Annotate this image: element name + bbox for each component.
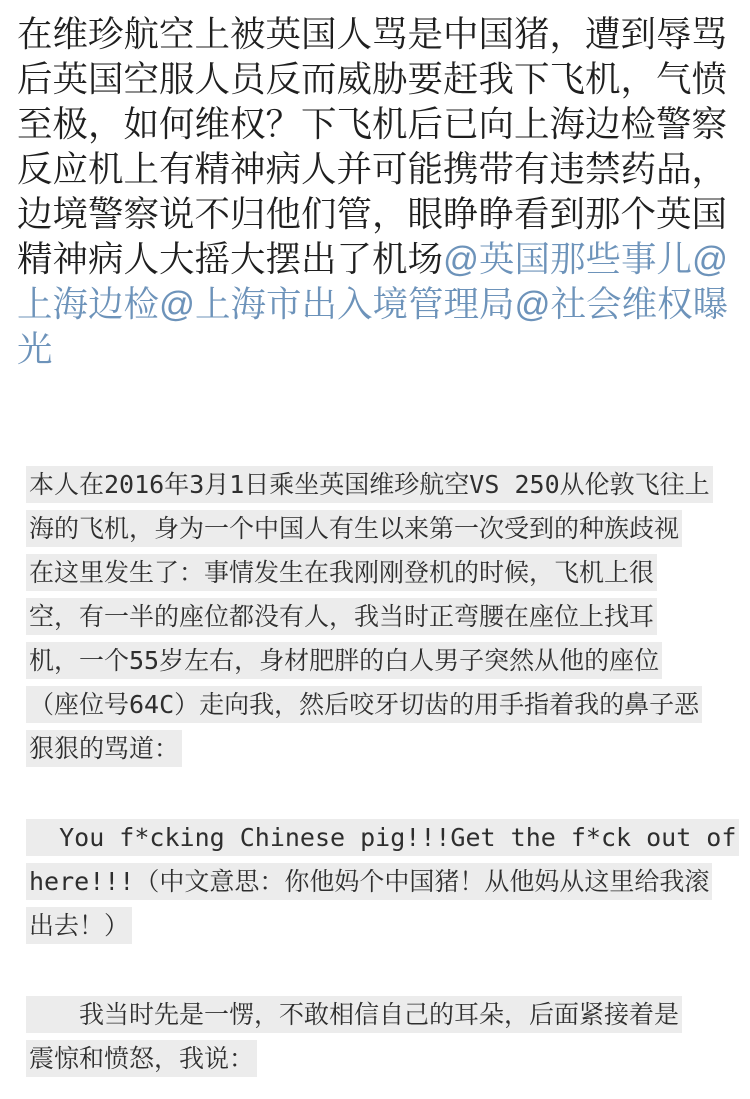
quoted-line-text: 海的飞机，身为一个中国人有生以来第一次受到的种族歧视 xyxy=(26,510,682,547)
quoted-line xyxy=(26,993,750,1037)
mention-link[interactable]: 上海边检@上海市出入境管理局@社会维权曝 xyxy=(17,284,729,324)
quoted-line-text: 本人在2016年3月1日乘坐英国维珍航空VS 250从伦敦飞往上 xyxy=(26,466,713,503)
quoted-line xyxy=(26,816,750,860)
quoted-line-text: 出去！） xyxy=(26,907,132,944)
post-text-segment: 在维珍航空上被英国人骂是中国猪，遭到辱骂 xyxy=(17,14,728,54)
post-text-line xyxy=(17,12,735,57)
quoted-line xyxy=(26,860,750,904)
post-text-line xyxy=(17,192,735,237)
quoted-line-text: You f*cking Chinese pig!!!Get the f*ck out of xyxy=(26,819,739,856)
post-text-line xyxy=(17,237,735,282)
quoted-line-text: 我当时先是一愣，不敢相信自己的耳朵，后面紧接着是 xyxy=(26,996,682,1033)
quoted-line xyxy=(26,551,750,595)
post-text-segment: 后英国空服人员反而威胁要赶我下飞机，气愤 xyxy=(17,59,728,99)
quoted-line xyxy=(26,1037,750,1081)
quoted-line xyxy=(26,904,750,948)
quoted-line-text: （座位号64C）走向我，然后咬牙切齿的用手指着我的鼻子恶 xyxy=(26,686,702,723)
mention-link[interactable]: @英国那些事儿@ xyxy=(443,239,729,279)
quoted-line xyxy=(26,639,750,683)
post-text-line xyxy=(17,282,735,327)
quoted-line-text: 狠狠的骂道： xyxy=(26,730,182,767)
post-text-line xyxy=(17,327,735,372)
mention-link[interactable]: 光 xyxy=(17,329,53,369)
quoted-line xyxy=(26,727,750,771)
post-text-segment: 反应机上有精神病人并可能携带有违禁药品， xyxy=(17,149,728,189)
quoted-line-text: 机，一个55岁左右，身材肥胖的白人男子突然从他的座位 xyxy=(26,642,662,679)
post-text-line xyxy=(17,57,735,102)
quoted-text-image xyxy=(0,463,750,1081)
quoted-line xyxy=(26,595,750,639)
post-text-segment: 边境警察说不归他们管，眼睁睁看到那个英国 xyxy=(17,194,728,234)
quoted-line xyxy=(26,463,750,507)
quoted-line-text: 在这里发生了：事情发生在我刚刚登机的时候，飞机上很 xyxy=(26,554,657,591)
quoted-line xyxy=(26,507,750,551)
quoted-line-text: here!!!（中文意思：你他妈个中国猪！从他妈从这里给我滚 xyxy=(26,863,712,900)
post-text-line xyxy=(17,147,735,192)
post-title xyxy=(0,0,750,372)
quoted-line-text: 震惊和愤怒，我说： xyxy=(26,1040,257,1077)
post-text-line xyxy=(17,102,735,147)
post-text-segment: 精神病人大摇大摆出了机场 xyxy=(17,239,444,279)
post-text-segment: 至极，如何维权？下飞机后已向上海边检警察 xyxy=(17,104,728,144)
quoted-line-text: 空，有一半的座位都没有人，我当时正弯腰在座位上找耳 xyxy=(26,598,657,635)
quoted-line xyxy=(26,683,750,727)
